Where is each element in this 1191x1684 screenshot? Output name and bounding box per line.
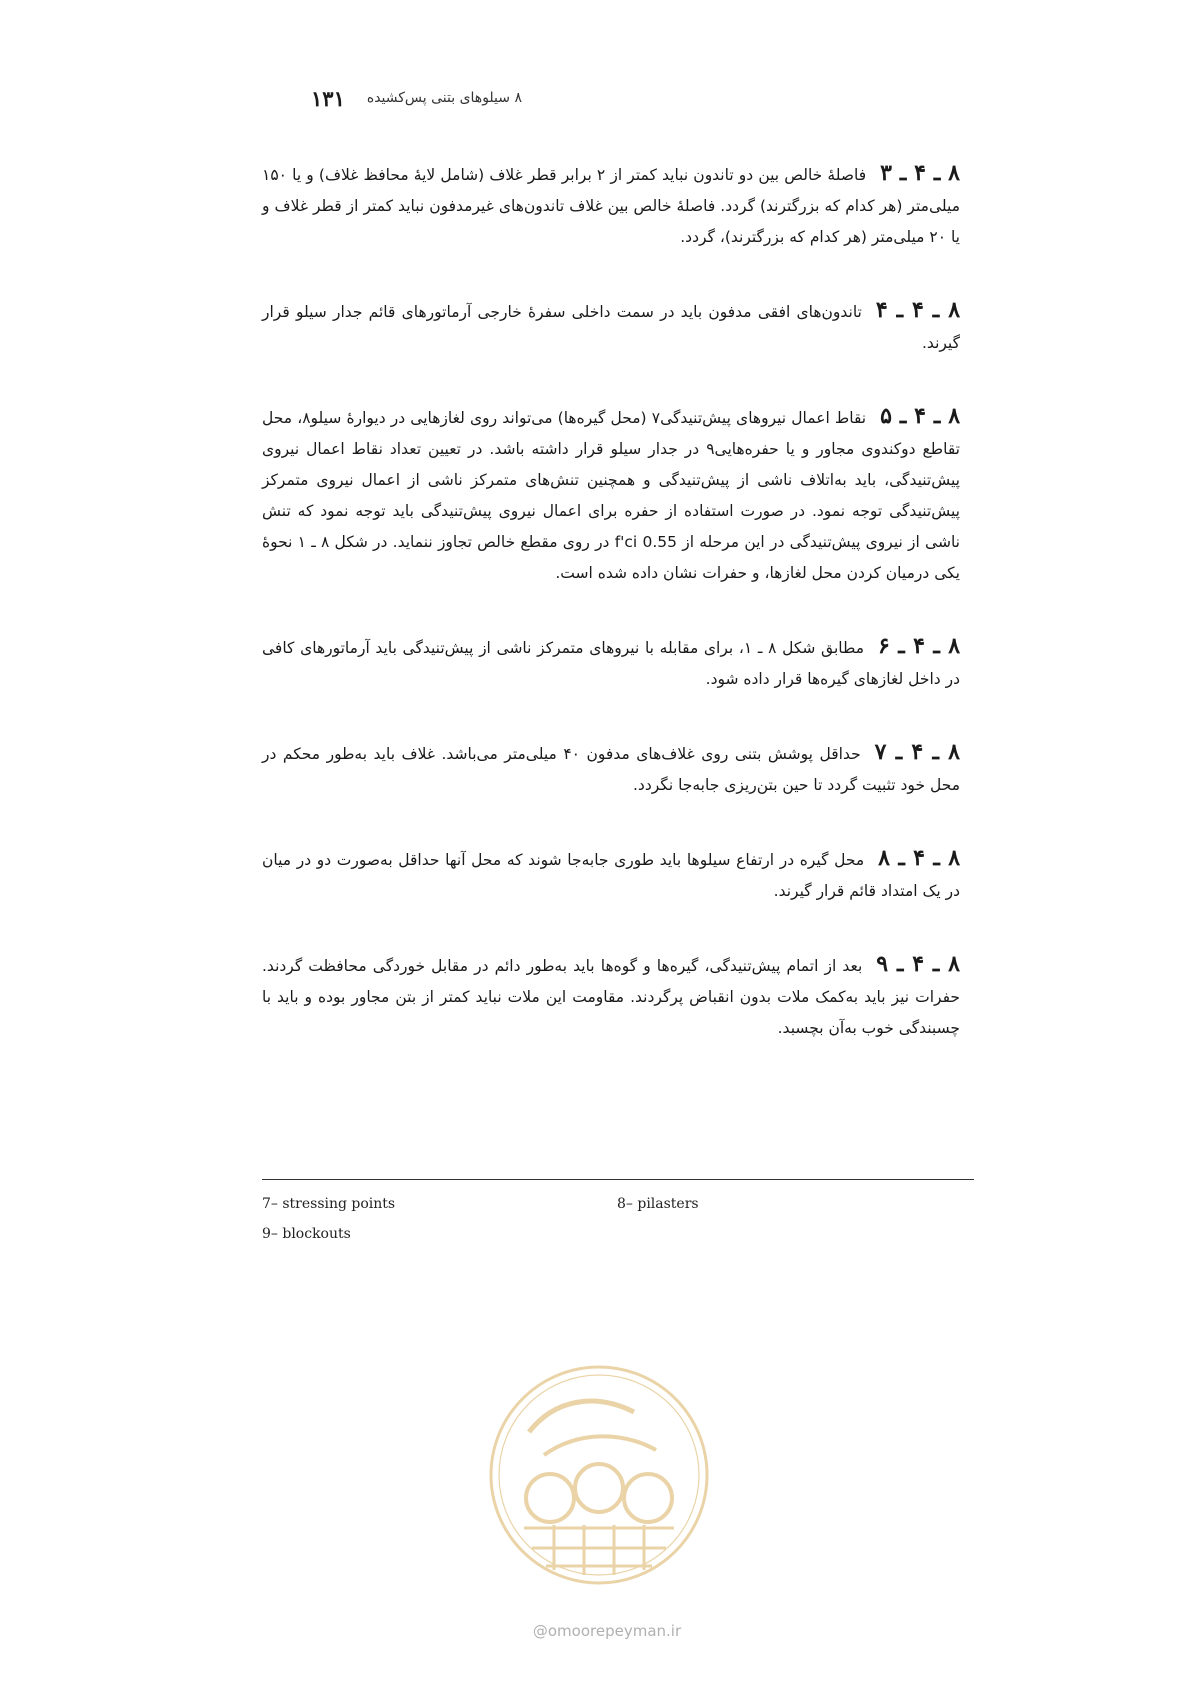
clause-text: حداقل پوشش بتنی روی غلاف‌های مدفون ۴۰ میلی‌متر می‌باشد. غلاف باید به‌طور محکم در محل خود تثبیت گردد تا حین بتن‌ریزی جابه‌جا نگردد.	[262, 745, 960, 794]
footnotes	[262, 1196, 974, 1256]
clause-number: ۸ ـ ۴ ـ ۵	[880, 403, 961, 429]
clause-number: ۸ ـ ۴ ـ ۹	[876, 951, 960, 977]
footnote-8: 8– pilasters	[617, 1196, 699, 1212]
clause-text: تاندون‌های افقی مدفون باید در سمت داخلی سفرهٔ خارجی آرماتورهای قائم جدار سیلو قرار گیرند.	[262, 303, 960, 352]
clause-text: محل گیره در ارتفاع سیلوها باید طوری جابه‌جا شوند که محل آنها حداقل به‌صورت دو در میان در یک امتداد قائم قرار گیرند.	[262, 851, 960, 900]
clause-8-4-8	[262, 843, 960, 907]
clause-number: ۸ ـ ۴ ـ ۶	[878, 633, 961, 659]
watermark-seal-logo	[484, 1360, 714, 1590]
clause-8-4-3	[262, 158, 960, 253]
footnote-divider	[262, 1179, 974, 1180]
clause-number: ۸ ـ ۴ ـ ۷	[874, 739, 960, 765]
clause-number: ۸ ـ ۴ ـ ۴	[875, 297, 961, 323]
clause-text: فاصلهٔ خالص بین دو تاندون نباید کمتر از ۲ برابر قطر غلاف (شامل لایهٔ محافظ غلاف) و یا ۱۵۰ میلی‌متر (هر کدام که بزرگترند) گردد. فاصلهٔ خالص بین غلاف تاندون‌های غیرمدفون نباید کمتر از قطر غلاف و یا ۲۰ میلی‌متر (هر کدام که بزرگترند)، گردد.	[262, 166, 960, 246]
body-text	[262, 158, 960, 1086]
clause-number: ۸ ـ ۴ ـ ۸	[878, 845, 961, 871]
footnote-7: 7– stressing points	[262, 1196, 396, 1212]
running-head	[262, 86, 522, 110]
clause-number: ۸ ـ ۴ ـ ۳	[880, 160, 960, 186]
clause-8-4-5	[262, 401, 960, 589]
clause-8-4-6	[262, 631, 960, 695]
clause-text: مطابق شکل ۸ ـ ۱، برای مقابله با نیروهای متمرکز ناشی از پیش‌تنیدگی باید آرماتورهای کافی در داخل لغازهای گیره‌ها قرار داده شود.	[262, 639, 960, 688]
chapter-title: ۸ سیلوهای بتنی پس‌کشیده	[366, 90, 522, 106]
clause-8-4-7	[262, 737, 960, 801]
footnote-9: 9– blockouts	[262, 1226, 351, 1242]
clause-text: بعد از اتمام پیش‌تنیدگی، گیره‌ها و گوه‌ها باید به‌طور دائم در مقابل خوردگی محافظت گردند. حفرات نیز باید به‌کمک ملات بدون انقباض پرگردند. مقاومت این ملات نباید کمتر از بتن مجاور بوده و باید با چسبندگی خوب به‌آن بچسبد.	[262, 957, 960, 1037]
clause-8-4-4	[262, 295, 960, 359]
clause-text: نقاط اعمال نیروهای پیش‌تنیدگی۷ (محل گیره‌ها) می‌تواند روی لغازهایی در دیوارهٔ سیلو۸، محل تقاطع دوکندوی مجاور و یا حفره‌هایی۹ در جدار سیلو قرار داشته باشد. در تعیین تعداد نقاط اعمال نیروی پیش‌تنیدگی، باید به‌اتلاف ناشی از پیش‌تنیدگی و همچنین تنش‌های متمرکز ناشی از اعمال نیروی متمرکز پیش‌تنیدگی توجه نمود. در صورت استفاده از حفره برای اعمال نیروی پیش‌تنیدگی باید توجه نمود که تنش ناشی از نیروی پیش‌تنیدگی در این مرحله از 0.55 f'ci در روی مقطع خالص تجاوز ننماید. در شکل ۸ ـ ۱ نحوهٔ یکی درمیان کردن محل لغازها، و حفرات نشان داده شده است.	[262, 409, 960, 582]
clause-8-4-9	[262, 949, 960, 1044]
page-number: ۱۳۱	[311, 85, 345, 111]
watermark-url: @omoorepeyman.ir	[532, 1622, 682, 1640]
